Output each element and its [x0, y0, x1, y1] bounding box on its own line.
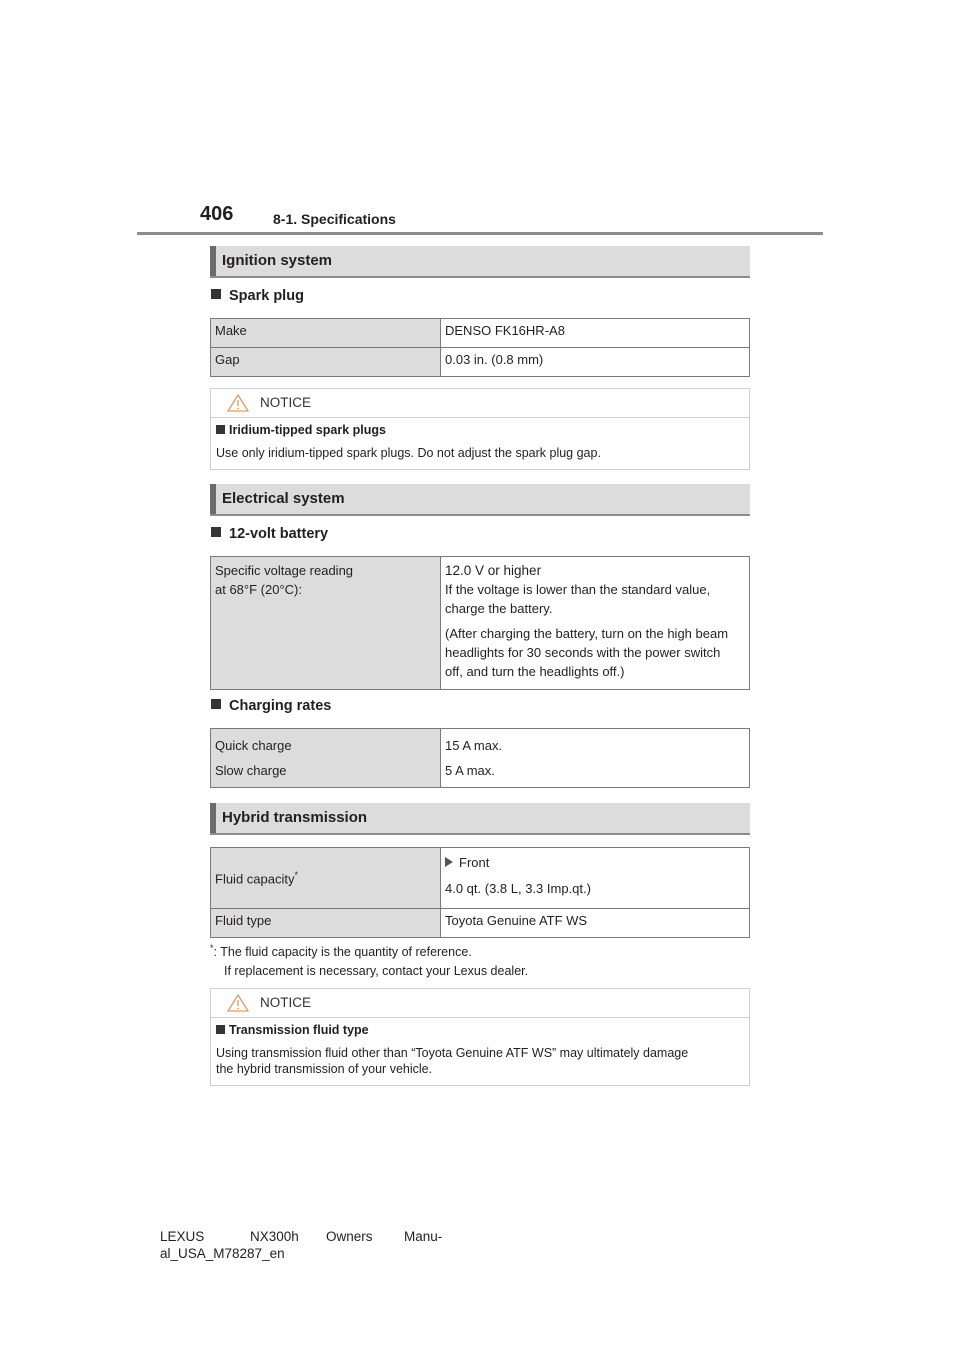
- header-rule: [137, 232, 823, 235]
- battery-value-line: (After charging the battery, turn on the high beam: [445, 626, 729, 641]
- footnote-line: [210, 939, 528, 962]
- table-key: [211, 848, 441, 909]
- table-value: Toyota Genuine ATF WS: [441, 909, 750, 938]
- transmission-notice: [210, 988, 750, 1086]
- fluid-capacity-value: 4.0 qt. (3.8 L, 3.3 Imp.qt.): [445, 881, 591, 896]
- square-bullet-icon: [216, 425, 225, 434]
- table-value: [441, 848, 750, 909]
- hybrid-table: [210, 847, 750, 938]
- battery-subhead: [211, 526, 328, 542]
- notice-body: [211, 418, 749, 469]
- charging-subhead: [211, 698, 331, 714]
- square-bullet-icon: [211, 699, 221, 709]
- footnote: [210, 939, 528, 981]
- notice-title: [216, 422, 744, 438]
- ignition-section-bar: [210, 246, 750, 278]
- table-row: [211, 319, 750, 348]
- footer-word: Owners: [326, 1229, 373, 1244]
- footer-line-1: [160, 1228, 442, 1245]
- section-accent: [210, 803, 216, 833]
- footnote-line: If replacement is necessary, contact your Lexus dealer.: [224, 964, 529, 979]
- slow-charge-value: 5 A max.: [445, 763, 495, 778]
- notice-text: Using transmission fluid other than “Toyota Genuine ATF WS” may ultimately damage: [216, 1046, 689, 1060]
- table-row: [211, 848, 750, 909]
- footer-word: LEXUS: [160, 1229, 205, 1244]
- battery-value-line: If the voltage is lower than the standard value,: [445, 582, 711, 597]
- footer: [160, 1228, 442, 1262]
- spark-plug-table: [210, 318, 750, 377]
- ignition-section-title: Ignition system: [222, 252, 333, 269]
- spark-plug-subhead: [211, 288, 304, 304]
- triangle-bullet-icon: [445, 857, 453, 867]
- footer-word: NX300h: [250, 1229, 299, 1244]
- footer-line-2: al_USA_M78287_en: [160, 1246, 285, 1261]
- charging-table: [210, 728, 750, 788]
- charging-subhead-text: Charging rates: [229, 698, 332, 714]
- notice-header: [211, 389, 749, 418]
- battery-value-line: headlights for 30 seconds with the power switch: [445, 645, 721, 660]
- square-bullet-icon: [211, 527, 221, 537]
- battery-value-line: 12.0 V or higher: [445, 563, 542, 578]
- quick-charge-key: Quick charge: [215, 738, 292, 753]
- chapter-title: 8-1. Specifications: [273, 211, 396, 227]
- battery-subhead-text: 12-volt battery: [229, 526, 329, 542]
- notice-title-text: Transmission fluid type: [229, 1023, 369, 1037]
- table-value: [441, 557, 750, 690]
- notice-text: Use only iridium-tipped spark plugs. Do not adjust the spark plug gap.: [216, 446, 601, 460]
- hybrid-section-title: Hybrid transmission: [222, 809, 368, 826]
- front-label: Front: [459, 855, 490, 870]
- notice-body: [211, 1018, 749, 1085]
- notice-text: the hybrid transmission of your vehicle.: [216, 1062, 433, 1076]
- electrical-section-title: Electrical system: [222, 490, 345, 507]
- footnote-mark: *: [294, 869, 298, 880]
- table-key: Fluid type: [211, 909, 441, 938]
- spark-plug-subhead-text: Spark plug: [229, 288, 304, 304]
- battery-key-line: at 68°F (20°C):: [215, 582, 302, 597]
- section-accent: [210, 484, 216, 514]
- warning-triangle-icon: [227, 394, 249, 412]
- warning-triangle-icon: [227, 994, 249, 1012]
- fluid-capacity-key: Fluid capacity: [215, 871, 295, 887]
- notice-header: [211, 989, 749, 1018]
- battery-value-line: charge the battery.: [445, 601, 553, 616]
- hybrid-section-bar: [210, 803, 750, 835]
- footer-word: Manu-: [404, 1229, 443, 1244]
- battery-value-line: off, and turn the headlights off.): [445, 664, 625, 679]
- notice-label: NOTICE: [260, 995, 312, 1010]
- square-bullet-icon: [216, 1025, 225, 1034]
- electrical-section-bar: [210, 484, 750, 516]
- table-row: [211, 729, 750, 788]
- table-key: [211, 729, 441, 788]
- notice-title-text: Iridium-tipped spark plugs: [229, 423, 386, 437]
- notice-title: [216, 1022, 744, 1038]
- table-row: [211, 557, 750, 690]
- notice-label: NOTICE: [260, 395, 312, 410]
- footnote-text: : The fluid capacity is the quantity of reference.: [213, 945, 472, 960]
- quick-charge-value: 15 A max.: [445, 738, 503, 753]
- table-key: [211, 557, 441, 690]
- footnote-mark: *: [210, 943, 214, 953]
- table-row: [211, 348, 750, 377]
- square-bullet-icon: [211, 289, 221, 299]
- battery-table: [210, 556, 750, 690]
- table-key: Gap: [211, 348, 441, 377]
- table-value: 0.03 in. (0.8 mm): [441, 348, 750, 377]
- slow-charge-key: Slow charge: [215, 763, 287, 778]
- table-key: Make: [211, 319, 441, 348]
- table-value: [441, 729, 750, 788]
- page-number: 406: [200, 203, 234, 225]
- section-accent: [210, 246, 216, 276]
- table-value: DENSO FK16HR-A8: [441, 319, 750, 348]
- front-label-line: [445, 852, 745, 874]
- table-row: [211, 909, 750, 938]
- spark-plug-notice: [210, 388, 750, 470]
- battery-key-line: Specific voltage reading: [215, 563, 354, 578]
